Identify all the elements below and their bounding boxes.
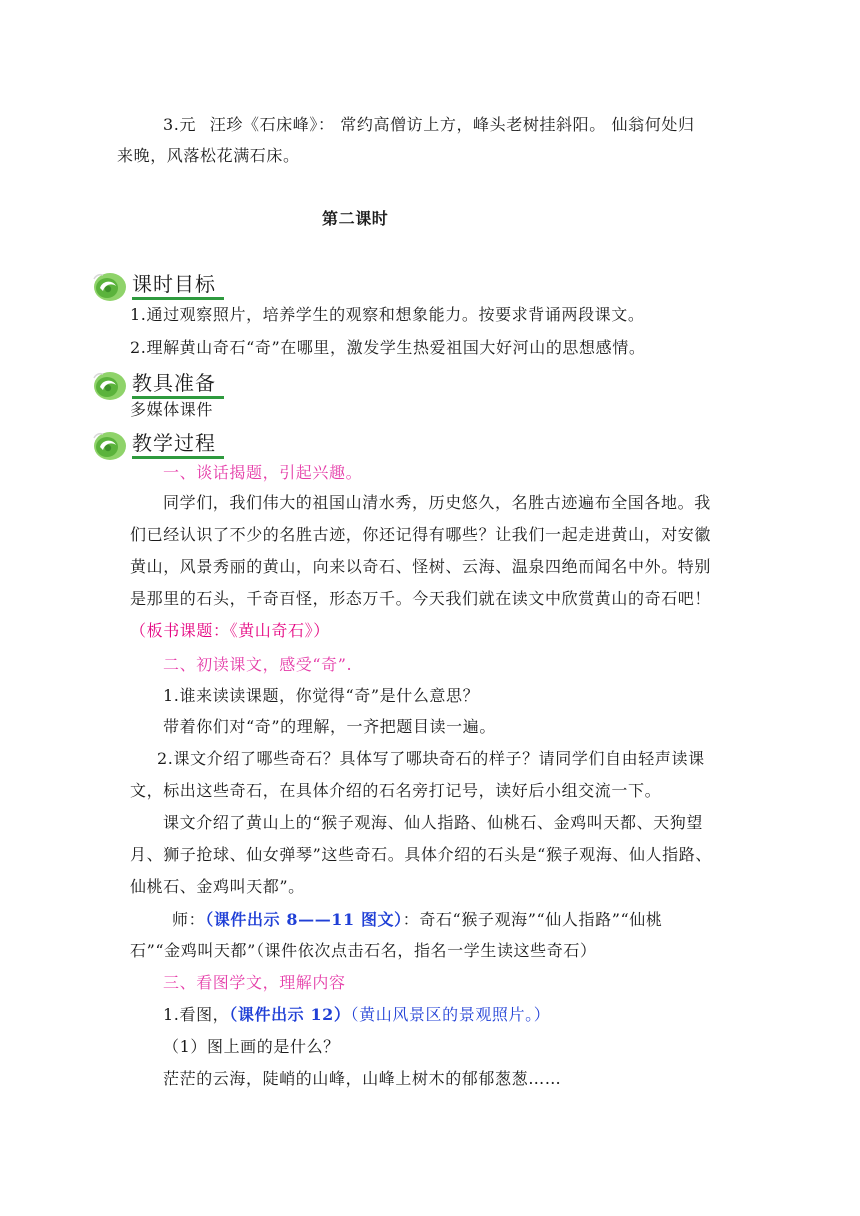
teacher-line-1 bbox=[172, 909, 662, 931]
section-heading-text: 课时目标 bbox=[132, 272, 216, 296]
heading-underline bbox=[132, 456, 224, 459]
paragraph-1-line-4: 是那里的石头，千奇百怪，形态万千。今天我们就在读文中欣赏黄山的奇石吧！ bbox=[130, 589, 712, 608]
section-heading-process bbox=[90, 428, 230, 462]
leaf-icon bbox=[90, 368, 128, 402]
paragraph-2-line-3: 仙桃石、金鸡叫天都”。 bbox=[130, 877, 305, 896]
section-heading-goals bbox=[90, 269, 230, 303]
heading-underline bbox=[132, 297, 224, 300]
poem-line-1 bbox=[163, 114, 695, 136]
tools-item-1: 多媒体课件 bbox=[130, 400, 214, 419]
paragraph-1-line-1: 同学们，我们伟大的祖国山清水秀，历史悠久，名胜古迹遍布全国各地。我 bbox=[163, 493, 711, 512]
paragraph-1-line-2: 们已经认识了不少的名胜古迹，你还记得有哪些？让我们一起走进黄山，对安徽 bbox=[130, 525, 712, 544]
section-heading-text: 教具准备 bbox=[132, 371, 216, 395]
step-2-title: 二、初读课文，感受“奇”. bbox=[163, 655, 353, 674]
leaf-icon bbox=[90, 428, 128, 462]
look-ppt-note: （课件出示 12） bbox=[229, 1005, 351, 1024]
question-1-follow: 带着你们对“奇”的理解，一齐把题目读一遍。 bbox=[163, 717, 496, 736]
answer-1: 茫茫的云海，陡峭的山峰，山峰上树木的郁郁葱葱…… bbox=[163, 1069, 562, 1088]
question-1: 1.谁来读读课题，你觉得“奇”是什么意思？ bbox=[163, 686, 480, 705]
step-3-title: 三、看图学文，理解内容 bbox=[163, 973, 346, 992]
teacher-line-2: 石”“金鸡叫天都”（课件依次点击石名，指名一学生读这些奇石） bbox=[130, 941, 597, 960]
look-line bbox=[163, 1004, 550, 1026]
goal-item-1: 1.通过观察照片，培养学生的观察和想象能力。按要求背诵两段课文。 bbox=[130, 305, 645, 324]
poem-line-2: 来晚，风落松花满石床。 bbox=[117, 146, 300, 165]
section-heading-text: 教学过程 bbox=[132, 431, 216, 455]
teacher-text: ：奇石“猴子观海”“仙人指路”“仙桃 bbox=[402, 910, 663, 929]
poem-number: 3.元 bbox=[163, 115, 197, 134]
step-1-title: 一、谈话揭题，引起兴趣。 bbox=[163, 463, 363, 482]
leaf-icon bbox=[90, 269, 128, 303]
poem-text: 汪珍《石床峰》： 常约高僧访上方，峰头老树挂斜阳。 仙翁何处归 bbox=[209, 115, 695, 134]
paragraph-2-line-1: 课文介绍了黄山上的“猴子观海、仙人指路、仙桃石、金鸡叫天都、天狗望 bbox=[163, 813, 703, 832]
question-2-line-1: 2.课文介绍了哪些奇石？具体写了哪块奇石的样子？请同学们自由轻声读课 bbox=[157, 749, 705, 768]
question-2-line-2: 文，标出这些奇石，在具体介绍的石名旁打记号，读好后小组交流一下。 bbox=[130, 781, 662, 800]
look-prefix: 1.看图， bbox=[163, 1005, 230, 1024]
goal-item-2: 2.理解黄山奇石“奇”在哪里，激发学生热爱祖国大好河山的思想感情。 bbox=[130, 338, 646, 357]
section-heading-tools bbox=[90, 368, 230, 402]
lesson-title: 第二课时 bbox=[322, 209, 389, 228]
paragraph-2-line-2: 月、狮子抢球、仙女弹琴”这些奇石。具体介绍的石头是“猴子观海、仙人指路、 bbox=[130, 845, 712, 864]
sub-question-1: （1）图上画的是什么？ bbox=[163, 1037, 340, 1056]
teacher-prefix: 师： bbox=[172, 910, 206, 929]
paragraph-1-line-3: 黄山，风景秀丽的黄山，向来以奇石、怪树、云海、温泉四绝而闻名中外。特别 bbox=[130, 557, 712, 576]
look-note: （黄山风景区的景观照片。） bbox=[350, 1005, 551, 1024]
board-title: （板书课题：《黄山奇石》） bbox=[130, 621, 330, 640]
teacher-ppt-note: （课件出示 8——11 图文） bbox=[205, 910, 403, 929]
